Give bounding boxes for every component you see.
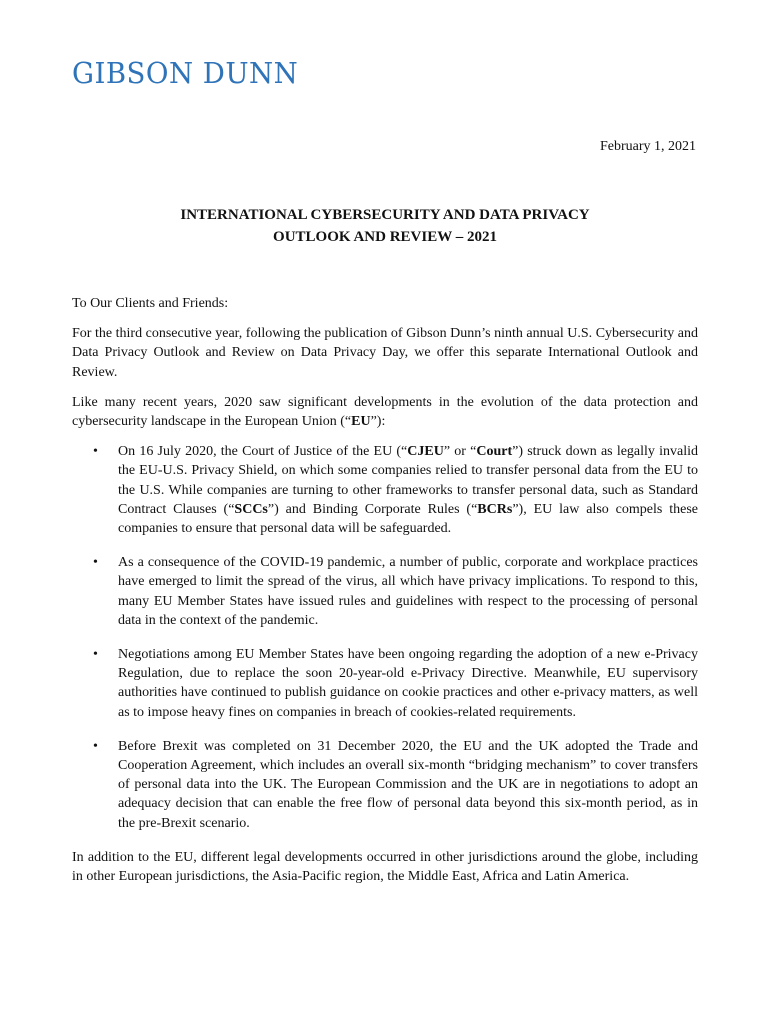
list-item — [72, 553, 698, 630]
salutation: To Our Clients and Friends: — [72, 296, 229, 311]
para2-text-c: ”): — [370, 414, 386, 430]
closing-paragraph: In addition to the EU, different legal developments occurred in other jurisdictions around the globe, including in other European jurisdictions, the Asia-Pacific region, the Middle East, Africa and Latin America. — [72, 849, 698, 885]
bullet1-text-g: ”) and Binding Corporate Rules (“ — [267, 501, 478, 517]
para2-term-eu: EU — [351, 414, 371, 430]
document-title — [72, 204, 698, 248]
firm-logo: GIBSON DUNN — [72, 56, 299, 90]
bullet3-text: Negotiations among EU Member States have been ongoing regarding the adoption of a new e-Privacy Regulation, due to replace the soon 20-year-old e-Privacy Directive. Meanwhile, EU supervisory authorities have continued to publish guidance on cookie practices and other e-privacy matters, as well as to impose heavy fines on companies in breach of cookies-related requirements. — [118, 647, 698, 720]
bullet-glyph: • — [93, 444, 98, 460]
document-body — [72, 294, 698, 897]
bullet4-text: Before Brexit was completed on 31 December 2020, the EU and the UK adopted the Trade and Cooperation Agreement, which includes an overall six-month “bridging mechanism” to cover transfers of personal data into the UK. The European Commission and the UK are in negotiations to adopt an adequacy decision that can enable the free flow of personal data beyond this six-month period, as in the pre-Brexit scenario. — [118, 738, 698, 831]
list-item — [72, 442, 698, 538]
title-line-1: INTERNATIONAL CYBERSECURITY AND DATA PRIVACY — [180, 207, 590, 223]
bullet1-text-a: On 16 July 2020, the Court of Justice of the EU (“ — [118, 444, 408, 460]
list-item — [72, 737, 698, 833]
bullet-glyph: • — [93, 738, 98, 754]
bullet2-text: As a consequence of the COVID-19 pandemic, a number of public, corporate and workplace practices have emerged to limit the spread of the virus, all which have privacy implications. To respond to this, many EU Member States have issued rules and guidelines with respect to the processing of personal data in the context of the pandemic. — [118, 555, 698, 628]
para2-text-a: Like many recent years, 2020 saw significant developments in the evolution of the data protection and cybersecurity landscape in the European Union (“ — [72, 394, 698, 430]
eu-landscape-paragraph — [72, 393, 698, 431]
title-line-2: OUTLOOK AND REVIEW – 2021 — [273, 229, 497, 245]
bullet1-term-court: Court — [476, 444, 513, 460]
document-date: February 1, 2021 — [599, 139, 696, 154]
list-item — [72, 645, 698, 722]
bullet1-text-e: ”) struck down as legally invalid the EU-U.S. Privacy Shield, on which some companies relied to transfer personal data from the EU to the U.S. While companies are turning to other frameworks to transfer personal data, such as Standard Contract Clauses (“ — [118, 444, 699, 517]
bullet1-text-c: ” or “ — [443, 444, 477, 460]
bullet1-term-bcrs: BCRs — [477, 501, 513, 517]
intro-paragraph: For the third consecutive year, following the publication of Gibson Dunn’s ninth annual U.S. Cybersecurity and Data Privacy Outlook and Review on Data Privacy Day, we offer this separate International Outlook and Review. — [72, 326, 698, 380]
bullet1-term-sccs: SCCs — [234, 501, 268, 517]
bullet-glyph: • — [93, 555, 98, 571]
bullet1-term-cjeu: CJEU — [407, 444, 444, 460]
development-list — [72, 442, 698, 833]
bullet1-text-i: ”), EU law also compels these companies to ensure that personal data will be safeguarded. — [118, 501, 698, 537]
bullet-glyph: • — [93, 647, 98, 663]
